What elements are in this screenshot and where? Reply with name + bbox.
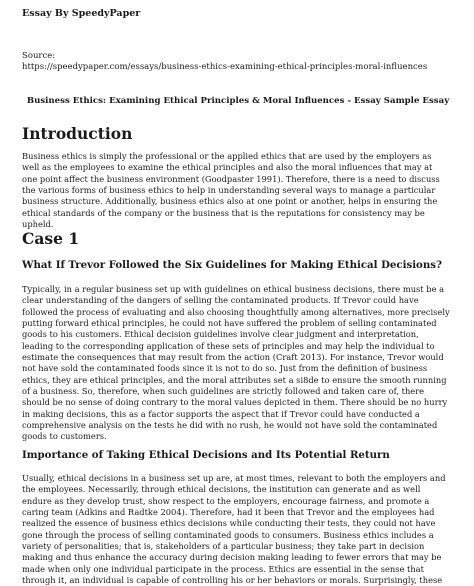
paragraph-line: made when only one individual participate in the process. Ethics are essential in the sense that <box>22 563 424 574</box>
paragraph-line: gone through the process of selling contaminated goods to consumers. Business ethics includes a <box>22 529 434 540</box>
paragraph-line: Typically, in a regular business set up with guidelines on ethical business decisions, there must be a <box>22 284 445 294</box>
paragraph-line: realized the essence of business ethics decisions while conducting their tests, they could not have <box>22 518 436 529</box>
paragraph-line: making and thus enhance the accuracy during decision making leading to fewer errors that may be <box>22 552 442 563</box>
case-heading: Case 1 <box>22 229 80 248</box>
paragraph-line: putting forward ethical principles, he could not have suffered the problem of selling contaminated <box>22 318 437 329</box>
paragraph-line: comprehensive analysis on the tests he did with no rush, he would not have sold the contaminated <box>22 420 438 431</box>
paragraph-line: leading to the corresponding application of these sets of principles and may help the individual to <box>22 340 435 351</box>
subheading-importance: Importance of Taking Ethical Decisions and Its Potential Return <box>22 449 390 461</box>
paragraph-line: of a business. So, therefore, when such guidelines are strictly followed and taken care of, there <box>22 386 425 397</box>
paragraph-line: ethics, they are ethical principles, and the moral attributes set a si8de to ensure the smooth running <box>22 374 447 385</box>
paragraph-line: goods to his customers. Ethical decision guidelines involve clear judgment and interpretation, <box>22 329 419 340</box>
paragraph-line: one point affect the business environment (Goodpaster 1991). Therefore, there is a need to discuss <box>22 173 440 184</box>
intro-heading: Introduction <box>22 124 133 143</box>
paragraph-line: variety of personalities; that is, stakeholders of a particular business; they take part in decision <box>22 541 425 552</box>
paragraph-line: caring team (Adkins and Radtke 2004). Therefore, had it been that Trevor and the employees had <box>22 507 435 518</box>
paragraph-line: not have sold the contaminated foods since it is not to do so. Just from the definition of business <box>22 363 428 374</box>
paragraph-line: the employees. Necessarily, through ethical decisions, the institution can generate and as well <box>22 484 421 495</box>
paragraph-line: clear understanding of the dangers of selling the contaminated products. If Trevor could have <box>22 295 419 306</box>
document-title: Business Ethics: Examining Ethical Principles & Moral Influences - Essay Sample Essay <box>26 96 450 106</box>
paragraph-line: estimate the consequences that may result from the action (Craft 2013). For instance, Trevor would <box>22 352 444 363</box>
six-guidelines-paragraph <box>22 284 450 443</box>
paragraph-line: well as the employees to examine the ethical principles and also the moral influences that may at <box>22 162 433 173</box>
brand-label: Essay By SpeedyPaper <box>22 8 141 19</box>
paragraph-line: the various forms of business ethics to help in understanding several ways to manage a particular <box>22 185 436 196</box>
paragraph-line: goods to customers. <box>22 431 107 442</box>
paragraph-line: Business ethics is simply the professional or the applied ethics that are used by the employers as <box>22 151 432 161</box>
paragraph-line: business structure. Additionally, business ethics also at one point or another, helps in ensuring the <box>22 196 438 207</box>
source-url[interactable]: https://speedypaper.com/essays/business-ethics-examining-ethical-principles-moral-influences <box>22 62 428 72</box>
paragraph-line: should be no sense of doing contrary to the moral values depicted in them. There should be no hurry <box>22 397 448 408</box>
subheading-six-guidelines: What If Trevor Followed the Six Guidelines for Making Ethical Decisions? <box>22 259 442 271</box>
intro-paragraph <box>22 151 442 230</box>
importance-paragraph <box>22 473 446 586</box>
paragraph-line: ethical standards of the company or the business that is the reputations for consistency may be <box>22 207 425 218</box>
paragraph-line: upheld. <box>22 219 54 230</box>
source-label: Source: <box>22 51 56 61</box>
paragraph-line: followed the process of evaluating and also choosing thoughtfully among alternatives, more precisely <box>22 306 450 317</box>
paragraph-line: through it, an individual is capable of controlling his or her behaviors or morals. Surprisingly, these <box>22 575 443 586</box>
paragraph-line: endure as they develop trust, show respect to the employers, encourage fairness, and promote a <box>22 495 430 506</box>
paragraph-line: Usually, ethical decisions in a business set up are, at most times, relevant to both the employers and <box>22 473 446 483</box>
paragraph-line: in making decisions, this as a factor supports the aspect that if Trevor could have conducted a <box>22 408 420 419</box>
